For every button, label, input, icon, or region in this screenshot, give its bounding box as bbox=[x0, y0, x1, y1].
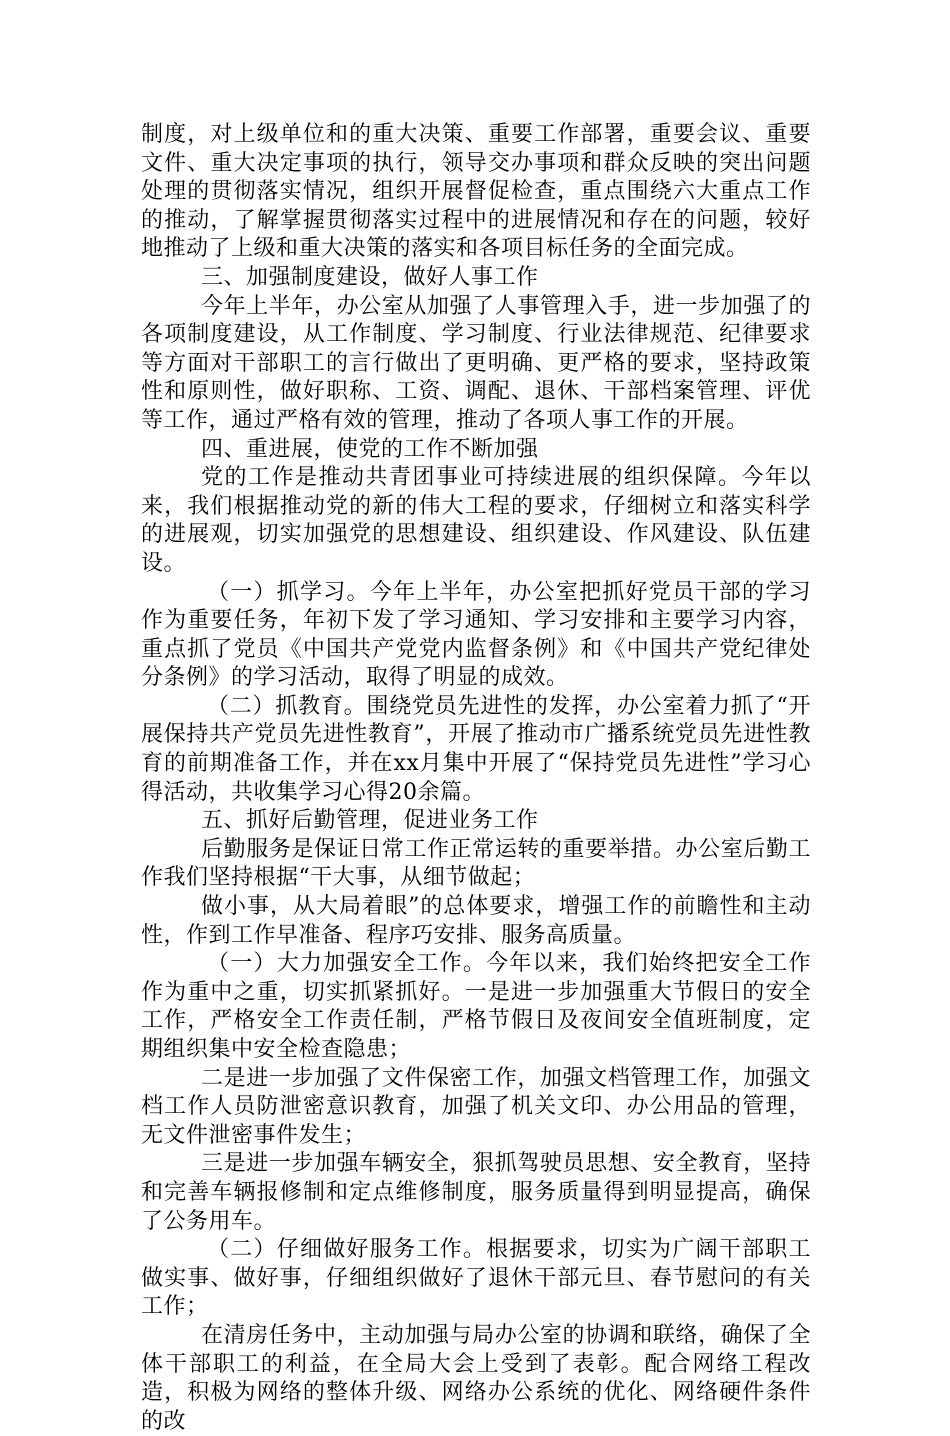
section-heading-5: 五、抓好后勤管理，促进业务工作 bbox=[201, 808, 539, 834]
section-heading-4: 四、重进展，使党的工作不断加强 bbox=[201, 436, 539, 462]
document-page bbox=[141, 121, 811, 1436]
paragraph-vehicles: 三是进一步加强车辆安全，狠抓驾驶员思想、安全教育，坚持和完善车辆报修制和定点维修制度，服务质量得到明显提高，确保了公务用车。 bbox=[141, 1151, 811, 1234]
paragraph-confidentiality: 二是进一步加强了文件保密工作，加强文档管理工作，加强文档工作人员防泄密意识教育，加强了机关文印、办公用品的管理，无文件泄密事件发生； bbox=[141, 1065, 811, 1148]
paragraph-housing: 在清房任务中，主动加强与局办公室的协调和联络，确保了全体干部职工的利益，在全局大会上受到了表彰。配合网络工程改造，积极为网络的整体升级、网络办公系统的优化、网络硬件条件的改 bbox=[141, 1322, 811, 1434]
paragraph-study: （一）抓学习。今年上半年，办公室把抓好党员干部的学习作为重要任务，年初下发了学习通知、学习安排和主要学习内容，重点抓了党员《中国共产党党内监督条例》和《中国共产党纪律处分条例》的学习活动，取得了明显的成效。 bbox=[141, 579, 811, 691]
paragraph-continuation: 制度，对上级单位和的重大决策、重要工作部署，重要会议、重要文件、重大决定事项的执行，领导交办事项和群众反映的突出问题处理的贯彻落实情况，组织开展督促检查，重点围绕六大重点工作的推动，了解掌握贯彻落实过程中的进展情况和存在的问题，较好地推动了上级和重大决策的落实和各项目标任务的全面完成。 bbox=[141, 122, 811, 262]
paragraph-education: （二）抓教育。围绕党员先进性的发挥，办公室着力抓了“开展保持共产党员先进性教育”，开展了推动市广播系统党员先进性教育的前期准备工作，并在xx月集中开展了“保持党员先进性”学习心得活动，共收集学习心得20余篇。 bbox=[141, 693, 811, 805]
paragraph-safety: （一）大力加强安全工作。今年以来，我们始终把安全工作作为重中之重，切实抓紧抓好。一是进一步加强重大节假日的安全工作，严格安全工作责任制，严格节假日及夜间安全值班制度，定期组织集中安全检查隐患； bbox=[141, 951, 811, 1062]
paragraph-party-work: 党的工作是推动共青团事业可持续进展的组织保障。今年以来，我们根据推动党的新的伟大工程的要求，仔细树立和落实科学的进展观，切实加强党的思想建设、组织建设、作风建设、队伍建设。 bbox=[141, 465, 811, 576]
section-heading-3: 三、加强制度建设，做好人事工作 bbox=[201, 264, 539, 290]
paragraph-service: （二）仔细做好服务工作。根据要求，切实为广阔干部职工做实事、做好事，仔细组织做好了退休干部元旦、春节慰问的有关工作； bbox=[141, 1237, 811, 1320]
paragraph-logistics: 后勤服务是保证日常工作正常运转的重要举措。办公室后勤工作我们坚持根据“干大事，从细节做起； bbox=[141, 836, 811, 891]
paragraph-personnel: 今年上半年，办公室从加强了人事管理入手，进一步加强了的各项制度建设，从工作制度、学习制度、行业法律规范、纪律要求等方面对干部职工的言行做出了更明确、更严格的要求，坚持政策性和原则性，做好职称、工资、调配、退休、干部档案管理、评优等工作，通过严格有效的管理，推动了各项人事工作的开展。 bbox=[141, 293, 811, 433]
paragraph-logistics-cont: 做小事，从大局着眼”的总体要求，增强工作的前瞻性和主动性，作到工作早准备、程序巧安排、服务高质量。 bbox=[141, 894, 811, 948]
